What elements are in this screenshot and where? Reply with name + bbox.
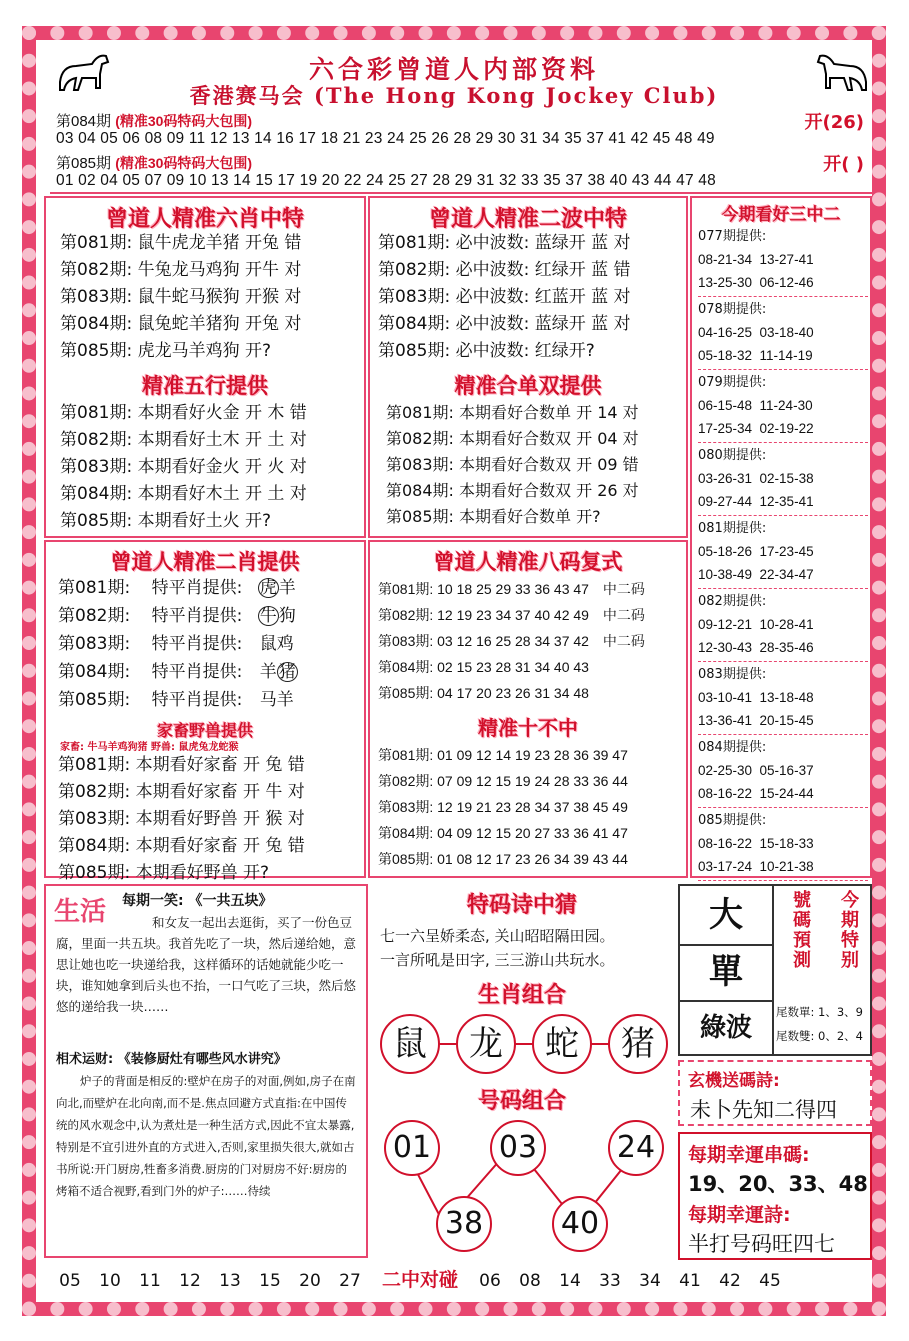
list-item: 第082期: 必中波数: 红绿开 蓝 错 [378,260,631,280]
list-item: 第084期: 本期看好家畜 开 兔 错 [58,836,305,856]
section-title: 今期看好三中二 [721,205,841,225]
pair-number: 33 [599,1271,621,1291]
provide-group [698,664,868,735]
pair-number: 45 [759,1271,781,1291]
list-item: 第082期: 12 19 23 34 37 40 42 49 中二码 [378,607,645,623]
list-item: 第084期: 本期看好合数双 开 26 对 [386,481,639,500]
group-row: 03-10-41 13-18-48 [698,690,814,705]
six-zodiac-panel [44,196,366,538]
fengshui-text: 炉子的背面是相反的:壁炉在房子的对面,例如,房子在南向北,而壁炉在北向南,而不是.焦点回避方式直指:在中国传统的风水观念中,认为煮灶是一种生活方式,因此不宜太暴露,特别是不宜引进外直的方式进入,否则,家里损失很大,就如古书所说:开门厨房,牲畜多消费.厨房的门对厨房不好:厨房的烤箱不适合视野,看到门外的炉子:……待续 [56,1074,356,1198]
pair-number: 34 [639,1271,661,1291]
section-title: 曾道人精准八码复式 [433,549,623,574]
group-label: 083期提供: [698,667,767,682]
list-item: 第085期: 04 17 20 23 26 31 34 48 [378,685,589,701]
list-item: 第085期: 01 08 12 17 23 26 34 39 43 44 [378,851,628,867]
joke-title: 每期一笑: 《一共五块》 [122,893,273,909]
group-label: 085期提供: [698,813,767,828]
section-title: 玄機送碼詩: [688,1071,780,1091]
vertical-text: 號碼預測 [790,890,811,970]
list-item: 第085期: 必中波数: 红绿开? [378,341,595,361]
three-of-two-panel [690,196,872,878]
period-note: (精准30码特码大包围) [115,113,253,129]
section-title: 号码组合 [477,1088,566,1114]
poem-panel [372,884,672,1260]
group-row: 04-16-25 03-18-40 [698,325,814,340]
period-result: 开(26) [804,112,864,133]
top-section [50,108,872,194]
section-title: 每期幸運詩: [688,1204,791,1226]
poem-line: 一言所吼是田字, 三三游山共玩水。 [380,951,615,969]
two-zodiac-panel [44,540,366,883]
provide-group [698,737,868,808]
zodiac-circle: 蛇 [532,1014,592,1074]
list-item: 第082期: 特平肖提供: 牛 狗 [58,606,296,626]
pair-title: 二中对碰 [381,1269,458,1291]
group-row: 06-15-48 11-24-30 [698,398,813,413]
group-row: 10-38-49 22-34-47 [698,567,814,582]
section-title: 家畜野兽提供 [156,721,253,740]
section-title: 精准十不中 [478,716,578,740]
legend: 家畜: 牛马羊鸡狗猪 野兽: 鼠虎兔龙蛇猴 [60,742,239,753]
mystery-poem: 未卜先知二得四 [690,1098,837,1122]
list-item: 第082期: 牛兔龙马鸡狗 开牛 对 [60,260,302,280]
header [36,40,872,110]
group-row: 08-16-22 15-24-44 [698,786,814,801]
pair-number: 06 [479,1271,501,1291]
joke-text: 和女友一起出去逛街，买了一份色豆腐，里面一共五块。我首先吃了一块，然后递给她，意思让她也吃一块递给我，这样循环的话她就能少吃一块，谁知她拿到后头也不抬，一口气吃了三块，然后悠悠的递给我一块…… [56,915,357,1014]
single-label: 單 [680,944,774,1002]
group-label: 080期提供: [698,448,767,463]
list-item: 第084期: 特平肖提供: 羊 猪 [58,662,296,682]
pair-number: 08 [519,1271,541,1291]
list-item: 第085期: 特平肖提供: 马羊 [58,690,294,710]
list-item: 第081期: 01 09 12 14 19 23 28 36 39 47 [378,747,628,763]
provide-group [698,299,868,370]
section-title: 精准合单双提供 [454,373,602,398]
number-circle: 03 [490,1120,546,1176]
list-item: 第082期: 本期看好土木 开 土 对 [60,430,307,450]
pair-number: 15 [259,1271,281,1291]
lucky-poem: 半打号码旺四七 [688,1232,835,1256]
lucky-numbers: 19、20、33、48 [688,1172,868,1196]
section-title: 生肖组合 [477,982,566,1008]
zodiac-circle: 猪 [608,1014,668,1074]
pair-number: 12 [179,1271,201,1291]
list-item: 第084期: 02 15 23 28 31 34 40 43 [378,659,589,675]
number-circle: 40 [552,1196,608,1252]
period-label: 第084期 [56,113,112,130]
group-row: 05-18-26 17-23-45 [698,544,814,559]
provide-group [698,372,868,443]
mystery-poem-panel [678,1060,872,1126]
list-item: 第083期: 12 19 21 23 28 34 37 38 45 49 [378,799,628,815]
list-item: 第082期: 本期看好家畜 开 牛 对 [58,782,305,802]
group-row: 05-18-32 11-14-19 [698,348,813,363]
zodiac-circle: 龙 [456,1014,516,1074]
big-label: 大 [680,886,774,946]
group-label: 082期提供: [698,594,767,609]
page-title: 六合彩曾道人内部资料 [308,55,599,84]
section-title: 每期幸運串碼: [688,1144,810,1166]
pair-number: 11 [139,1271,161,1291]
group-row: 13-36-41 20-15-45 [698,713,814,728]
group-label: 084期提供: [698,740,767,755]
list-item: 第085期: 虎龙马羊鸡狗 开? [60,341,272,361]
zodiac-circle: 鼠 [380,1014,440,1074]
life-logo: 生活 [54,897,107,927]
page-subtitle: 香港赛马会 (The Hong Kong Jockey Club) [189,83,719,108]
green-wave-label: 綠波 [680,1000,774,1056]
list-item: 第081期: 特平肖提供: 虎 羊 [58,578,296,598]
list-item: 第083期: 本期看好合数双 开 09 错 [386,455,639,474]
pair-strip [50,1266,872,1294]
period-label: 第085期 [56,155,112,172]
pair-number: 42 [719,1271,741,1291]
article-panel [44,884,368,1258]
period-note: (精准30码特码大包围) [115,155,253,171]
lucky-panel [678,1132,872,1260]
section-title: 曾道人精准二波中特 [428,206,627,232]
list-item: 第083期: 本期看好野兽 开 猴 对 [58,809,305,829]
number-circle: 24 [608,1120,664,1176]
pair-number: 13 [219,1271,241,1291]
number-list: 01 02 04 05 07 09 10 13 14 15 17 19 20 22 24 25 27 28 29 31 32 33 35 37 38 40 43 44 47 48 [56,172,716,189]
list-item: 第083期: 本期看好金火 开 火 对 [60,457,307,477]
list-item: 第084期: 本期看好木土 开 土 对 [60,484,307,504]
list-item: 第081期: 本期看好家畜 开 兔 错 [58,755,305,775]
fengshui-title: 相术运财: 《装修厨灶有哪些风水讲究》 [56,1052,287,1067]
group-label: 078期提供: [698,302,767,317]
group-label: 079期提供: [698,375,767,390]
section-title: 精准五行提供 [142,373,268,398]
list-item: 第085期: 本期看好合数单 开? [386,507,601,526]
list-item: 第081期: 必中波数: 蓝绿开 蓝 对 [378,233,631,253]
group-row: 09-12-21 10-28-41 [698,617,814,632]
group-label: 081期提供: [698,521,767,536]
list-item: 第085期: 本期看好土火 开? [60,511,272,531]
group-row: 03-26-31 02-15-38 [698,471,814,486]
group-row: 08-16-22 15-18-33 [698,836,814,851]
list-item: 第085期: 本期看好野兽 开? [58,863,270,883]
list-item: 第081期: 10 18 25 29 33 36 43 47 中二码 [378,581,645,597]
number-circle: 01 [384,1120,440,1176]
number-circle: 38 [436,1196,492,1252]
size-panel [678,884,872,1056]
pair-number: 27 [339,1271,361,1291]
list-item: 第082期: 本期看好合数双 开 04 对 [386,429,639,448]
tail-single: 尾数單: 1、3、9 [776,1005,863,1019]
group-row: 03-17-24 10-21-38 [698,859,814,874]
provide-group [698,226,868,297]
list-item: 第082期: 07 09 12 15 19 24 28 33 36 44 [378,773,628,789]
vertical-text: 今期特别 [838,890,859,970]
provide-group [698,445,868,516]
list-item: 第084期: 04 09 12 15 20 27 33 36 41 47 [378,825,628,841]
group-label: 077期提供: [698,229,767,244]
provide-group [698,810,868,881]
provide-group [698,591,868,662]
provide-group [698,518,868,589]
list-item: 第083期: 必中波数: 红蓝开 蓝 对 [378,287,631,307]
poem-line: 七一六呈娇柔态, 关山昭昭隔田园。 [380,927,615,945]
list-item: 第081期: 鼠牛虎龙羊猪 开兔 错 [60,233,302,253]
wave-panel [368,196,688,538]
list-item: 第084期: 必中波数: 蓝绿开 蓝 对 [378,314,631,334]
list-item: 第083期: 03 12 16 25 28 34 37 42 中二码 [378,633,645,649]
section-title: 曾道人精准二肖提供 [110,549,300,574]
group-row: 12-30-43 28-35-46 [698,640,814,655]
group-row: 08-21-34 13-27-41 [698,252,814,267]
period-result: 开( ) [823,154,864,175]
group-row: 02-25-30 05-16-37 [698,763,814,778]
list-item: 第083期: 特平肖提供: 鼠鸡 [58,634,294,654]
group-row: 17-25-34 02-19-22 [698,421,814,436]
tail-double: 尾数雙: 0、2、4 [776,1029,863,1043]
pair-number: 20 [299,1271,321,1291]
pair-number: 41 [679,1271,701,1291]
pair-number: 05 [59,1271,81,1291]
eight-code-panel [368,540,688,878]
number-list: 03 04 05 06 08 09 11 12 13 14 16 17 18 21 23 24 25 26 28 29 30 31 34 35 37 41 42 45 48 49 [56,130,715,147]
list-item: 第083期: 鼠牛蛇马猴狗 开猴 对 [60,287,302,307]
section-title: 特码诗中猜 [466,892,577,918]
group-row: 13-25-30 06-12-46 [698,275,814,290]
section-title: 曾道人精准六肖中特 [105,206,304,232]
list-item: 第084期: 鼠兔蛇羊猪狗 开兔 对 [60,314,302,334]
list-item: 第081期: 本期看好合数单 开 14 对 [386,403,639,422]
pair-number: 14 [559,1271,581,1291]
list-item: 第081期: 本期看好火金 开 木 错 [60,403,307,423]
group-row: 09-27-44 12-35-41 [698,494,814,509]
pair-number: 10 [99,1271,121,1291]
